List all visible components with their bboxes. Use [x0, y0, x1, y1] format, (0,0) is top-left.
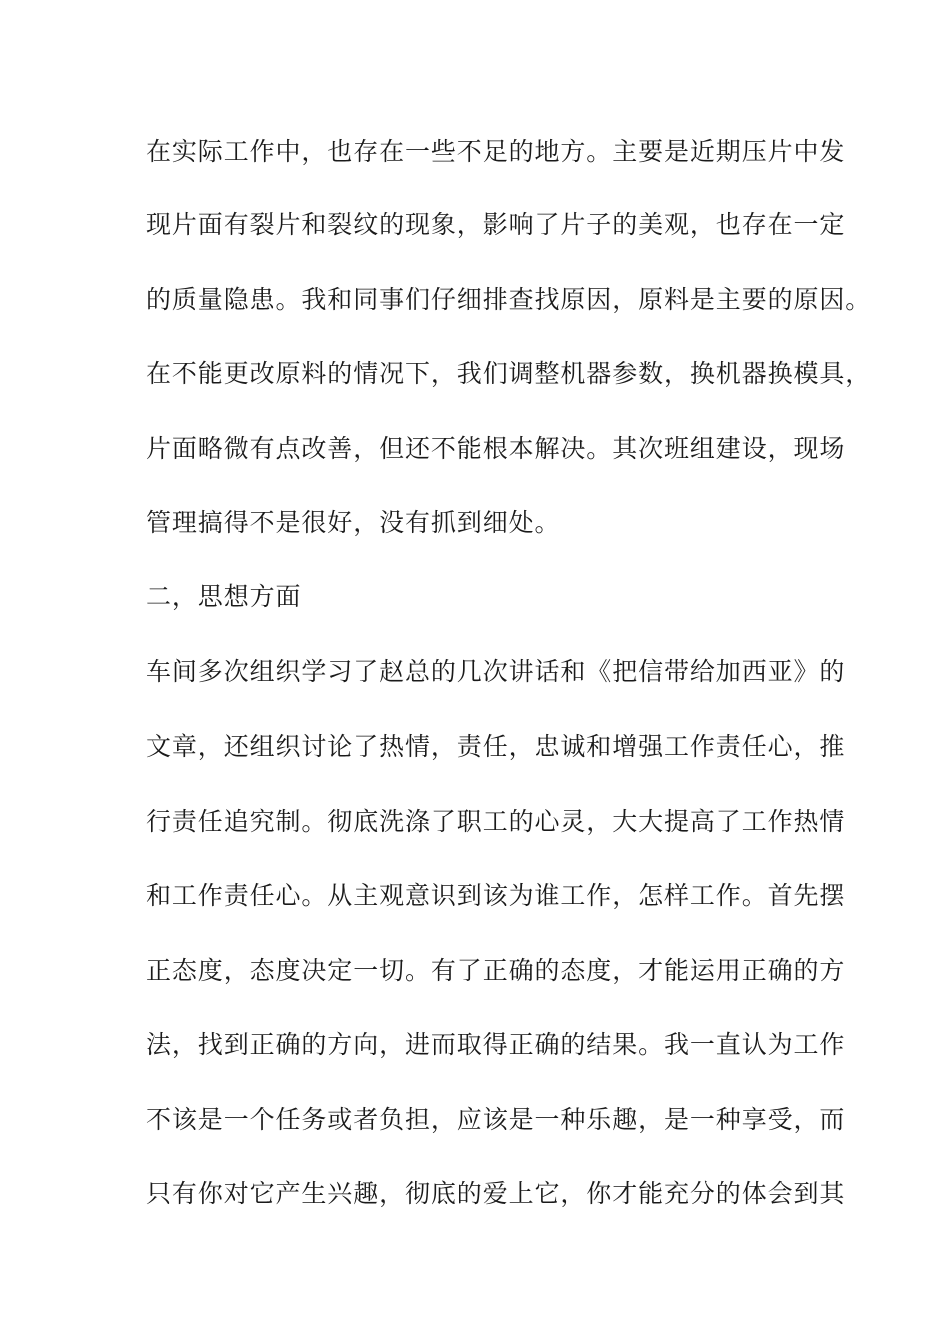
- paragraph-line-8: 车间多次组织学习了赵总的几次讲话和《把信带给加西亚》的: [146, 657, 846, 686]
- paragraph-line-2: 现片面有裂片和裂纹的现象，影响了片子的美观，也存在一定: [146, 210, 846, 239]
- paragraph-line-1: 在实际工作中，也存在一些不足的地方。主要是近期压片中发: [146, 137, 846, 166]
- paragraph-line-3: 的质量隐患。我和同事们仔细排查找原因，原料是主要的原因。: [146, 285, 872, 314]
- paragraph-line-12: 正态度，态度决定一切。有了正确的态度，才能运用正确的方: [146, 956, 846, 985]
- paragraph-line-10: 行责任追究制。彻底洗涤了职工的心灵，大大提高了工作热情: [146, 807, 846, 836]
- paragraph-line-4: 在不能更改原料的情况下，我们调整机器参数，换机器换模具，: [146, 359, 872, 388]
- paragraph-line-5: 片面略微有点改善，但还不能根本解决。其次班组建设，现场: [146, 434, 846, 463]
- paragraph-line-6: 管理搞得不是很好，没有抓到细处。: [146, 508, 561, 537]
- paragraph-line-11: 和工作责任心。从主观意识到该为谁工作，怎样工作。首先摆: [146, 881, 846, 910]
- paragraph-line-15: 只有你对它产生兴趣，彻底的爱上它，你才能充分的体会到其: [146, 1179, 846, 1208]
- paragraph-line-9: 文章，还组织讨论了热情，责任，忠诚和增强工作责任心，推: [146, 732, 846, 761]
- paragraph-line-14: 不该是一个任务或者负担，应该是一种乐趣，是一种享受，而: [146, 1105, 846, 1134]
- section-heading: 二，思想方面: [146, 582, 302, 611]
- paragraph-line-13: 法，找到正确的方向，进而取得正确的结果。我一直认为工作: [146, 1030, 846, 1059]
